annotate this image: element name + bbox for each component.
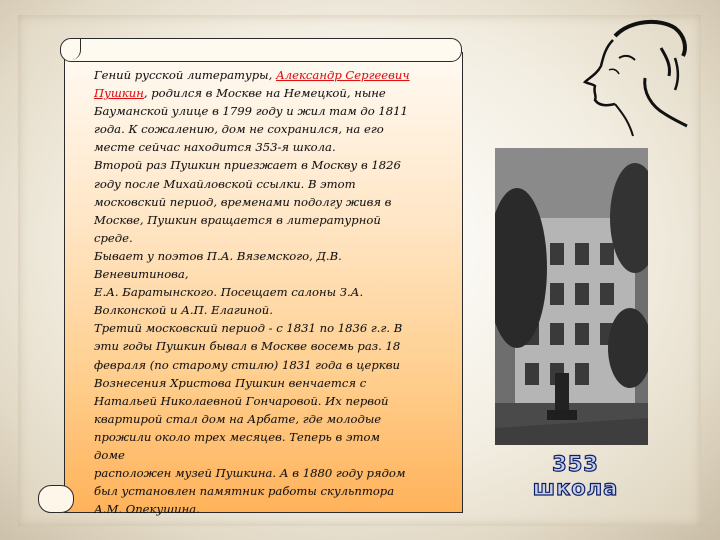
pushkin-portrait-icon [575, 18, 690, 138]
scroll-banner [38, 38, 463, 517]
school-353-photo [495, 148, 648, 445]
scroll-top-curl [60, 38, 81, 60]
body-text: , родился в Москве на Немецкой, ныне Бауманской улице в 1799 году и жил там до 1811 года. К сожалению, дом не сохранился, на его месте сейчас находится 353-я школа. Второй раз Пушкин приезжает в Москву в 1826 году после Михайловской ссылки. В этот московский период, временами подолгу живя в Москве, Пушкин вращается в литературной среде. Бывает у поэтов П.А. Вяземского, Д.В. Веневитинова, Е.А. Баратынского. Посещает салоны З.А. Волконской и А.П. Елагиной. Третий московский период - с 1831 по 1836 г.г. В эти годы Пушкин бывал в Москве восемь раз. 18 февраля (по старому стилю) 1831 года в церкви Вознесения Христова Пушкин венчается с Натальей Николаевной Гончаровой. Их первой квартирой стал дом на Арбате, где молодые прожили около трех месяцев. Теперь в этом доме расположен музей Пушкина. А в 1880 году рядом был установлен памятник работы скульптора А.М. Опекушина. [94, 86, 408, 517]
photo-caption: 353 школа [532, 452, 619, 500]
scroll-top-roll [60, 38, 462, 62]
intro-text: Гений русской литературы, [94, 68, 276, 82]
biography-text [94, 66, 414, 518]
scroll-bottom-curl [38, 485, 74, 513]
pushkin-name: Александр Сергеевич Пушкин [94, 68, 410, 101]
